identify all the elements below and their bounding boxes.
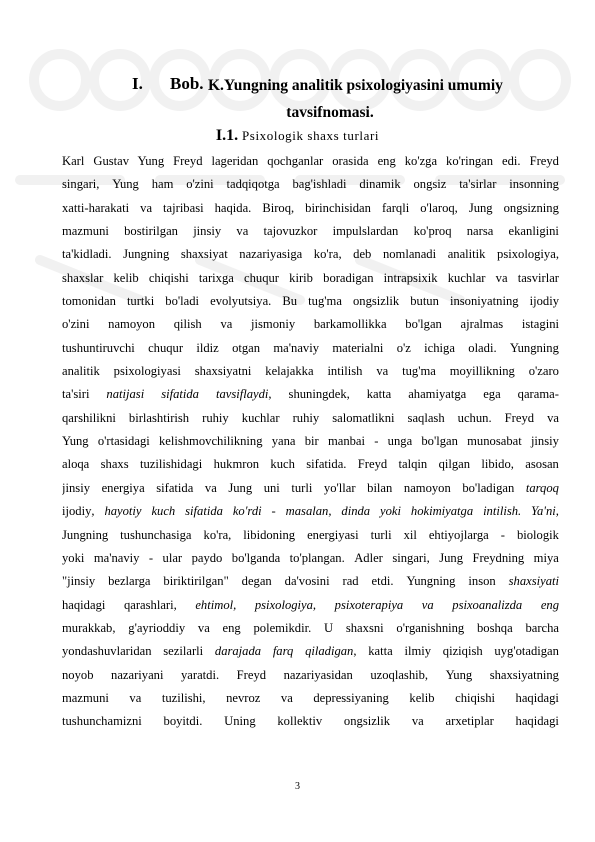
text-line: mazmuni bostirilgan jinsiy va tajovuzkor impulslardan ko'proq narsa ekanligini xyxy=(62,224,559,239)
text-line: murakkab, g'ayrioddiy va eng polemikdir. U shaxsni o'rganishning boshqa barcha xyxy=(62,620,559,635)
text-line: o'zini namoyon qilish va jismoniy barkamollikka bo'lgan ajralmas istagini xyxy=(62,317,559,332)
text-line: "jinsiy bezlarga biriktirilgan" degan da'vosini rad etdi. Yungning inson shaxsiyati xyxy=(62,574,559,589)
text-line: xatti-harakati va tajribasi haqida. Biroq, birinchisidan farqli o'laroq, Jung ongsizning xyxy=(62,200,559,215)
text-line: yondashuvlaridan sezilarli darajada farq qiladigan, katta ilmiy qiziqish uyg'otadigan xyxy=(62,644,559,659)
text-line: ta'kidladi. Jungning shaxsiyat nazariyasiga ko'ra, deb nomlanadi analitik psixologiya, xyxy=(62,247,559,262)
text-line: tomonidan turtki bo'ladi evolyutsiya. Bu tug'ma ongsizlik butun insoniyatning ijodiy xyxy=(62,294,559,309)
text-line: Yung o'rtasidagi kelishmovchilikning yana bir manbai - unga bo'lgan munosabat jinsiy xyxy=(62,434,559,449)
text-line: mazmuni va tuzilishi, nevroz va depressiyaning kelib chiqishi haqidagi xyxy=(62,690,559,705)
page-number: 3 xyxy=(295,781,300,792)
chapter-number: I. xyxy=(132,74,143,93)
text-line: haqidagi qarashlari, ehtimol, psixologiya, psixoterapiya va psixoanalizda eng xyxy=(62,597,559,612)
text-line: jinsiy energiya sifatida va Jung uni turli yo'llar bilan namoyon bo'ladigan tarqoq xyxy=(62,480,559,495)
body-paragraph xyxy=(62,150,559,734)
text-line: ijodiy, hayotiy kuch sifatida ko'rdi - masalan, dinda yoki hokimiyatga intilish. Ya'ni, xyxy=(62,504,559,519)
text-line: noyob nazariyani yaratdi. Freyd nazariyasidan uzoqlashib, Yung shaxsiyatning xyxy=(62,667,559,682)
text-line: ta'siri natijasi sifatida tavsiflaydi, shuningdek, katta ahamiyatga ega qarama- xyxy=(62,387,559,402)
section-number: I.1. xyxy=(215,127,239,144)
text-line: tushunchamizni boyitdi. Uning kollektiv ongsizlik va arxetiplar haqidagi xyxy=(62,714,559,729)
text-line: analitik psixologiyasi shaxsiyatni kelajakka intilish va tug'ma moyillikning o'zaro xyxy=(62,364,559,379)
text-line: shaxslar kelib chiqishi tarixga chuqur kirib boradigan intrapsixik kuchlar va tasvirlar xyxy=(62,270,559,285)
text-line: Jungning tushunchasiga ko'ra, libidoning energiyasi turli xil ehtiyojlarga - biologik xyxy=(62,527,559,542)
text-line: tushuntiruvchi chuqur ildiz otgan ma'naviy materialni o'z ichiga oladi. Yungning xyxy=(62,340,559,355)
text-line: aloqa shaxs tuzilishidagi hukmron kuch sifatida. Freyd talqin qilgan libido, asosan xyxy=(62,457,559,472)
section-heading xyxy=(0,127,595,145)
text-line: qarshilikni birlashtirish ruhiy kuchlar ruhiy salomatlikni saqlash uchun. Freyd va xyxy=(62,410,559,425)
chapter-label: Bob. xyxy=(170,74,204,93)
text-line: singari, Yung ham o'zini tadqiqotga bag'ishladi dinamik ongsiz ta'sirlar insonning xyxy=(62,177,559,192)
text-line: Karl Gustav Yung Freyd lageridan qochganlar orasida eng ko'zga ko'ringan edi. Freyd xyxy=(62,154,559,168)
chapter-title-line1: K.Yungning analitik psixologiyasini umumiy xyxy=(208,77,503,94)
text-line: yoki ma'naviy - ular paydo bo'lganda to'plangan. Adler singari, Jung Freydning miya xyxy=(62,550,559,565)
chapter-title-line2: tavsifnomasi. xyxy=(286,104,374,121)
section-title: Psixologik shaxs turlari xyxy=(241,128,380,143)
